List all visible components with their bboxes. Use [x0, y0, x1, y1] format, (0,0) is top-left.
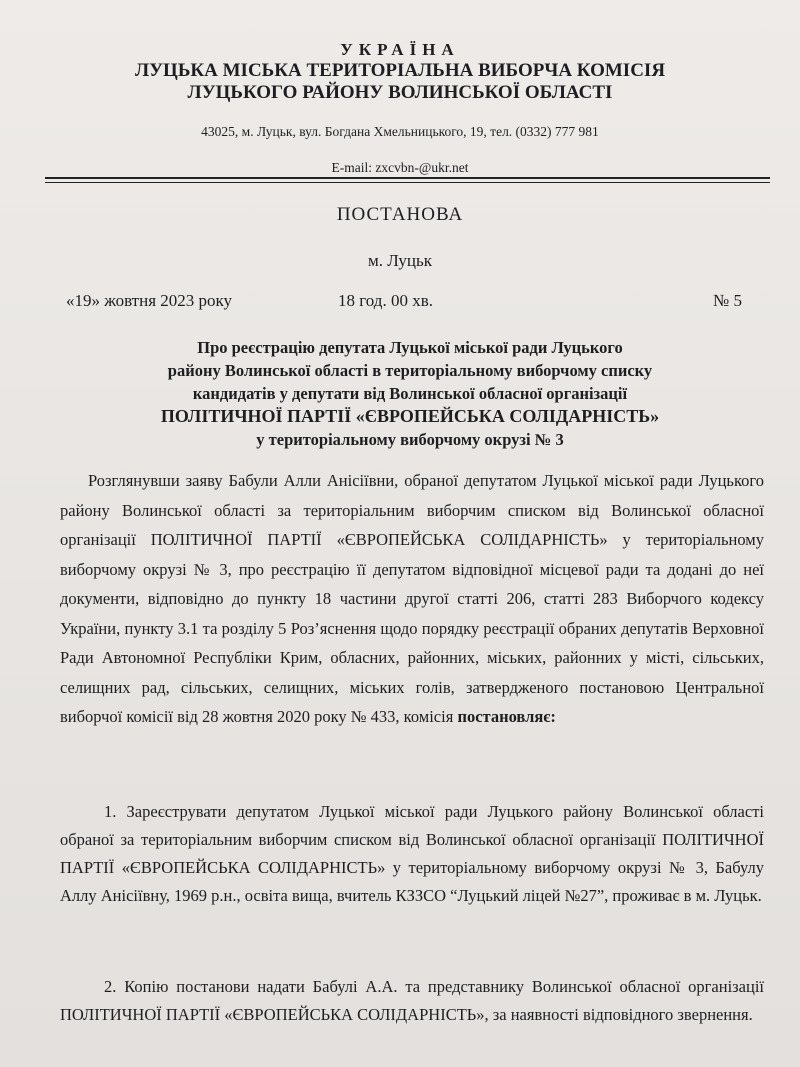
- preamble-text: Розглянувши заяву Бабули Алли Анісіївни, обраної депутатом Луцької міської ради Луцького району Волинської області за територіальним виборчим списком від Волинської обласної організації ПОЛІТИЧНОЇ ПАРТІЇ «ЄВРОПЕЙСЬКА СОЛІДАРНІСТЬ» у територіальному виборчому окрузі № 3, про реєстрацію її депутатом відповідної місцевої ради та додані до неї документи, відповідно до пункту 18 частини другої статті 206, статті 283 Виборчого кодексу України, пункту 3.1 та розділу 5 Роз’яснення щодо порядку реєстрації обраних депутатів Верховної Ради Автономної Республіки Крим, обласних, районних, міських, районних у місті, сільських, селищних рад, сільських, селищних, міських голів, затвердженого постановою Центральної виборчої комісії від 28 жовтня 2020 року № 433, комісія: [60, 471, 764, 726]
- subject-line: району Волинської області в територіальному виборчому списку: [167, 361, 653, 380]
- document-city: м. Луцьк: [368, 251, 432, 270]
- commission-address: 43025, м. Луцьк, вул. Богдана Хмельницького, 19, тел. (0332) 777 981: [201, 124, 599, 139]
- commission-name-line2: ЛУЦЬКОГО РАЙОНУ ВОЛИНСЬКОЇ ОБЛАСТІ: [187, 82, 613, 103]
- commission-name-line1: ЛУЦЬКА МІСЬКА ТЕРИТОРІАЛЬНА ВИБОРЧА КОМІСІЯ: [134, 60, 666, 81]
- document-type: ПОСТАНОВА: [336, 204, 464, 225]
- header-divider-thick: [45, 177, 770, 179]
- country-heading: УКРАЇНА: [340, 40, 460, 59]
- commission-email: E-mail: zxcvbn-@ukr.net: [331, 160, 469, 175]
- preamble-paragraph: [60, 466, 764, 732]
- document-number: № 5: [713, 291, 742, 310]
- resolution-item-2: 2. Копію постанови надати Бабулі А.А. та представнику Волинської обласної організації ПОЛІТИЧНОЇ ПАРТІЇ «ЄВРОПЕЙСЬКА СОЛІДАРНІСТЬ», за наявності відповідного звернення.: [60, 977, 764, 1024]
- document-date: «19» жовтня 2023 року: [66, 291, 233, 310]
- subject-line: кандидатів у депутати від Волинської обласної організації: [192, 384, 628, 403]
- header-divider-thin: [45, 182, 770, 183]
- resolution-item-1: 1. Зареєструвати депутатом Луцької міської ради Луцького району Волинської області обраної за територіальним виборчим списком від Волинської обласної організації ПОЛІТИЧНОЇ ПАРТІЇ «ЄВРОПЕЙСЬКА СОЛІДАРНІСТЬ» у територіальному виборчому окрузі № 3, Бабулу Аллу Анісіївну, 1969 р.н., освіта вища, вчитель КЗЗСО “Луцький ліцей №27”, проживає в м. Луцьк.: [60, 802, 764, 905]
- commission-name: [0, 60, 800, 104]
- subject-line: ПОЛІТИЧНОЇ ПАРТІЇ «ЄВРОПЕЙСЬКА СОЛІДАРНІСТЬ»: [160, 406, 660, 426]
- document-meta: [66, 291, 742, 315]
- subject-line: Про реєстрацію депутата Луцької міської ради Луцького: [197, 338, 623, 357]
- resolves-keyword: постановляє:: [457, 707, 556, 726]
- subject-line: у територіальному виборчому окрузі № 3: [256, 430, 564, 449]
- document-subject: [60, 336, 760, 451]
- document-time: 18 год. 00 хв.: [338, 291, 433, 310]
